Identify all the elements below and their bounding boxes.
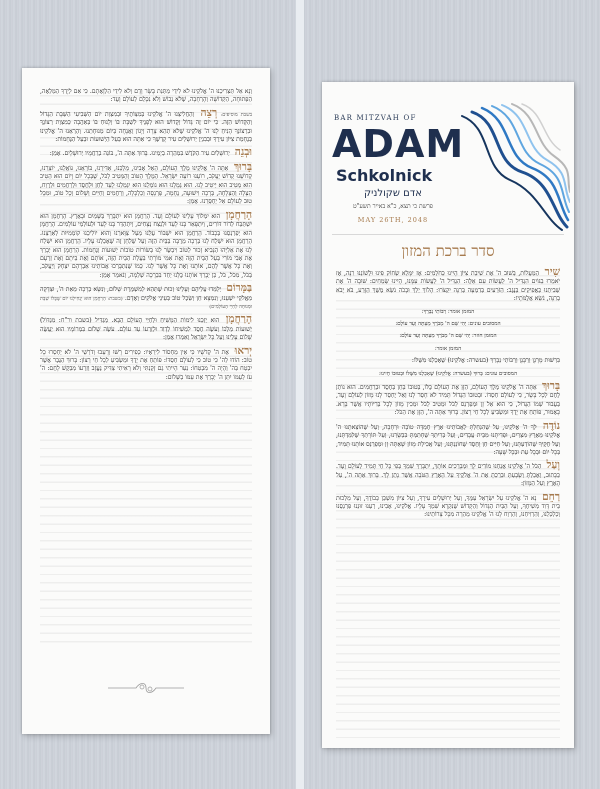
first-name: ADAM [332, 122, 465, 166]
hebrew-name: אדם שקולניק [364, 188, 422, 199]
right-card-text [336, 268, 560, 738]
response-line: המזמן אומר: [434, 345, 462, 352]
parasha-line: פרשת כי תצא, כ"א באייר תשע"ט [353, 203, 433, 210]
panel-divider [296, 0, 304, 789]
benching-card-front [322, 82, 574, 748]
response-line: המסובים עונים: יְהִי שֵׁם ה' מְבֹרָךְ מֵעַתָּה וְעַד עוֹלָם: [395, 321, 501, 328]
paragraph: וְעַל הַכֹּל ה' אֱלֹקֵינוּ אֲנַחְנוּ מוֹדִים לָךְ וּמְבָרְכִים אוֹתָךְ, יִתְבָּרַךְ שִׁמְךָ בְּפִי כָּל חַי תָּמִיד לְעוֹלָם וָעֶד. כַּכָּתוּב, וְאָכַלְתָּ וְשָׂבָעְתָּ וּבֵרַכְתָּ אֶת ה' אֱלֹקֶיךָ עַל הָאָרֶץ הַטֹּבָה אֲשֶׁר נָתַן לָךְ. בָּרוּךְ אַתָּה ה', עַל הָאָרֶץ וְעַל הַמָּזוֹן: [336, 459, 560, 488]
response-line: בִּרְשׁוּת מָרָנָן וְרַבָּנָן וְרַבּוֹתַי נְבָרֵךְ (בעשרה: אֱלֹקֵינוּ) שֶׁאָכַלְנוּ מִשֶּׁלּוֹ: [411, 357, 560, 365]
paragraph: בַּמָּרוֹם יְלַמְּדוּ עֲלֵיהֶם וְעָלֵינוּ זְכוּת שֶׁתְּהֵא לְמִשְׁמֶרֶת שָׁלוֹם, וְנִשָּׂא בְרָכָה מֵאֵת ה', וּצְדָקָה מֵאֱלֹקֵי יִשְׁעֵנוּ, וְנִמְצָא חֵן וְשֵׂכֶל טוֹב בְּעֵינֵי אֱלֹקִים וְאָדָם. (בשבת: הָרַחֲמָן הוּא יַנְחִילֵנוּ יוֹם שֶׁכֻּלּוֹ שַׁבָּת וּמְנוּחָה לְחַיֵּי הָעוֹלָמִים) [40, 282, 252, 310]
paragraph: בָּרוּךְ אַתָּה ה' אֱלֹקֵינוּ מֶלֶךְ הָעוֹלָם, הַזָּן אֶת הָעוֹלָם כֻּלּוֹ, בְּטוּבוֹ בְּחֵן בְּחֶסֶד וּבְרַחֲמִים. הוּא נוֹתֵן לֶחֶם לְכָל בָּשָׂר, כִּי לְעוֹלָם חַסְדּוֹ. וּבְטוּבוֹ הַגָּדוֹל תָּמִיד לֹא חָסַר לָנוּ וְאַל יֶחְסַר לָנוּ מָזוֹן לְעוֹלָם וָעֶד, בַּעֲבוּר שְׁמוֹ הַגָּדוֹל, כִּי הוּא אֵל זָן וּמְפַרְנֵס לַכֹּל וּמֵטִיב לַכֹּל וּמֵכִין מָזוֹן לְכָל בְּרִיּוֹתָיו אֲשֶׁר בָּרָא. כָּאָמוּר, פּוֹתֵחַ אֶת יָדֶךָ וּמַשְׂבִּיעַ לְכָל חַי רָצוֹן. בָּרוּךְ אַתָּה ה', הַזָּן אֶת הַכֹּל: [336, 380, 560, 417]
paragraph: שִׁיר הַמַּעֲלוֹת, בְּשׁוּב ה' אֶת שִׁיבַת צִיּוֹן הָיִינוּ כְּחֹלְמִים: אָז יִמָּלֵא שְׂחוֹק פִּינוּ וּלְשׁוֹנֵנוּ רִנָּה, אָז יֹאמְרוּ בַגּוֹיִם הִגְדִּיל ה' לַעֲשׂוֹת עִם אֵלֶּה: הִגְדִּיל ה' לַעֲשׂוֹת עִמָּנוּ, הָיִינוּ שְׂמֵחִים: שׁוּבָה ה' אֶת שְׁבִיתֵנוּ כַּאֲפִיקִים בַּנֶּגֶב: הַזֹּרְעִים בְּדִמְעָה בְּרִנָּה יִקְצֹרוּ: הָלוֹךְ יֵלֵךְ וּבָכֹה נֹשֵׂא מֶשֶׁךְ הַזָּרַע, בֹּא יָבֹא בְרִנָּה, נֹשֵׂא אֲלֻמֹּתָיו: [336, 268, 560, 303]
response-line: המזמן אומר: רַבּוֹתַי נְבָרֵךְ: [421, 308, 475, 315]
paragraph: וְנָא אַל תַּצְרִיכֵנוּ ה' אֱלֹקֵינוּ לֹא לִידֵי מַתְּנַת בָּשָׂר וָדָם וְלֹא לִידֵי הַלְוָאָתָם. כִּי אִם לְיָדְךָ הַמְּלֵאָה, הַפְּתוּחָה, הַקְּדוֹשָׁה וְהָרְחָבָה, שֶׁלֹּא נֵבוֹשׁ וְלֹא נִכָּלֵם לְעוֹלָם וָעֶד: [40, 88, 252, 104]
paragraph: רַחֵם נָא ה' אֱלֹקֵינוּ עַל יִשְׂרָאֵל עַמֶּךָ, וְעַל יְרוּשָׁלַיִם עִירֶךָ, וְעַל צִיּוֹן מִשְׁכַּן כְּבוֹדֶךָ, וְעַל מַלְכוּת בֵּית דָּוִד מְשִׁיחֶךָ, וְעַל הַבַּיִת הַגָּדוֹל וְהַקָּדוֹשׁ שֶׁנִּקְרָא שִׁמְךָ עָלָיו. אֱלֹקֵינוּ, אָבִינוּ, רְעֵנוּ זוּנֵנוּ פַּרְנְסֵנוּ וְכַלְכְּלֵנוּ, וְהַרְוִיחֵנוּ, וְהַרְוַח לָנוּ ה' אֱלֹקֵינוּ מְהֵרָה מִכָּל צָרוֹתֵינוּ: [336, 490, 560, 519]
paragraph: הָרַחֲמָן הוּא יִמְלוֹךְ עָלֵינוּ לְעוֹלָם וָעֶד. הָרַחֲמָן הוּא יִתְבָּרַךְ בַּשָּׁמַיִם וּבָאָרֶץ. הָרַחֲמָן הוּא יִשְׁתַּבַּח לְדוֹר דּוֹרִים, וְיִתְפָּאַר בָּנוּ לָעַד וּלְנֵצַח נְצָחִים, וְיִתְהַדַּר בָּנוּ לָעַד וּלְעוֹלְמֵי עוֹלָמִים. הָרַחֲמָן הוּא יְפַרְנְסֵנוּ בְּכָבוֹד. הָרַחֲמָן הוּא יִשְׁבּוֹר עֻלֵּנוּ מֵעַל צַוָּארֵנוּ וְהוּא יוֹלִיכֵנוּ קוֹמְמִיּוּת לְאַרְצֵנוּ. הָרַחֲמָן הוּא יִשְׁלַח לָנוּ בְּרָכָה מְרֻבָּה בַּבַּיִת הַזֶּה וְעַל שֻׁלְחָן זֶה שֶׁאָכַלְנוּ עָלָיו. הָרַחֲמָן הוּא יִשְׁלַח לָנוּ אֶת אֵלִיָּהוּ הַנָּבִיא זָכוּר לַטּוֹב וִיבַשֶּׂר לָנוּ בְּשׂוֹרוֹת טוֹבוֹת יְשׁוּעוֹת וְנֶחָמוֹת. הָרַחֲמָן הוּא יְבָרֵךְ אֶת אָבִי מוֹרִי בַּעַל הַבַּיִת הַזֶּה וְאֶת אִמִּי מוֹרָתִי בַּעֲלַת הַבַּיִת הַזֶּה, אוֹתָם וְאֶת בֵּיתָם וְאֶת זַרְעָם וְאֶת כָּל אֲשֶׁר לָהֶם, אוֹתָנוּ וְאֶת כָּל אֲשֶׁר לָנוּ. כְּמוֹ שֶׁנִּתְבָּרְכוּ אֲבוֹתֵינוּ אַבְרָהָם יִצְחָק וְיַעֲקֹב, בַּכֹּל, מִכֹּל, כֹּל, כֵּן יְבָרֵךְ אוֹתָנוּ כֻּלָּנוּ יַחַד בִּבְרָכָה שְׁלֵמָה, וְנֹאמַר אָמֵן: [40, 208, 252, 279]
last-name: Schkolnick [336, 166, 433, 185]
birkat-hamazon-title: סדר ברכת המזון [401, 242, 495, 260]
event-date: MAY 26TH, 2048 [357, 216, 429, 224]
paragraph: בשבת מוסיפים: רְצֵה וְהַחֲלִיצֵנוּ ה' אֱלֹקֵינוּ בְּמִצְוֹתֶיךָ וּבְמִצְוַת יוֹם הַשְּׁבִיעִי הַשַּׁבָּת הַגָּדוֹל וְהַקָּדוֹשׁ הַזֶּה. כִּי יוֹם זֶה גָּדוֹל וְקָדוֹשׁ הוּא לְפָנֶיךָ לִשְׁבָּת בּוֹ וְלָנוּחַ בּוֹ בְּאַהֲבָה כְּמִצְוַת רְצוֹנֶךָ וּבִרְצוֹנְךָ הָנִיחַ לָנוּ ה' אֱלֹקֵינוּ שֶׁלֹּא תְהֵא צָרָה וְיָגוֹן וַאֲנָחָה בְּיוֹם מְנוּחָתֵנוּ. וְהַרְאֵנוּ ה' אֱלֹקֵינוּ בְּנֶחָמַת צִיּוֹן עִירֶךָ וּבְבִנְיַן יְרוּשָׁלַיִם עִיר קָדְשֶׁךָ כִּי אַתָּה הוּא בַּעַל הַיְשׁוּעוֹת וּבַעַל הַנֶּחָמוֹת: [40, 106, 252, 144]
paragraph: נוֹדֶה לְּךָ ה' אֱלֹקֵינוּ, עַל שֶׁהִנְחַלְתָּ לַאֲבוֹתֵינוּ אֶרֶץ חֶמְדָּה טוֹבָה וּרְחָבָה, וְעַל שֶׁהוֹצֵאתָנוּ ה' אֱלֹקֵינוּ מֵאֶרֶץ מִצְרַיִם, וּפְדִיתָנוּ מִבֵּית עֲבָדִים, וְעַל בְּרִיתְךָ שֶׁחָתַמְתָּ בִּבְשָׂרֵנוּ, וְעַל תּוֹרָתְךָ שֶׁלִּמַּדְתָּנוּ, וְעַל חֻקֶּיךָ שֶׁהוֹדַעְתָּנוּ, וְעַל חַיִּים חֵן וָחֶסֶד שֶׁחוֹנַנְתָּנוּ, וְעַל אֲכִילַת מָזוֹן שָׁאַתָּה זָן וּמְפַרְנֵס אוֹתָנוּ תָּמִיד, בְּכָל יוֹם וּבְכָל עֵת וּבְכָל שָׁעָה: [336, 419, 560, 456]
flourish-ornament-icon [106, 678, 186, 698]
benching-card-back [22, 68, 270, 734]
paragraph: בָּרוּךְ אַתָּה ה' אֱלֹקֵינוּ מֶלֶךְ הָעוֹלָם, הָאֵל אָבִינוּ, מַלְכֵּנוּ, אַדִּירֵנוּ, בּוֹרְאֵנוּ, גּוֹאֲלֵנוּ, יוֹצְרֵנוּ, קְדוֹשֵׁנוּ קְדוֹשׁ יַעֲקֹב, רוֹעֵנוּ רוֹעֵה יִשְׂרָאֵל. הַמֶּלֶךְ הַטּוֹב וְהַמֵּטִיב לַכֹּל, שֶׁבְּכָל יוֹם וָיוֹם הוּא הֵטִיב הוּא מֵטִיב הוּא יֵיטִיב לָנוּ. הוּא גְמָלָנוּ הוּא גוֹמְלֵנוּ הוּא יִגְמְלֵנוּ לָעַד לְחֵן וּלְחֶסֶד וּלְרַחֲמִים וּלְרֶוַח, הַצָּלָה וְהַצְלָחָה, בְּרָכָה וִישׁוּעָה, נֶחָמָה, פַּרְנָסָה וְכַלְכָּלָה, וְרַחֲמִים וְחַיִּים וְשָׁלוֹם וְכָל טוֹב, וּמִכָּל טוּב לְעוֹלָם אַל יְחַסְּרֵנוּ. אָמֵן: [40, 160, 252, 206]
title-rule [332, 234, 564, 235]
bar-mitzvah-label: BAR MITZVAH OF [334, 114, 417, 122]
paragraph: יְראוּ אֶת ה' קְדֹשָׁיו כִּי אֵין מַחְסוֹר לִירֵאָיו: כְּפִירִים רָשׁוּ וְרָעֵבוּ וְדֹרְשֵׁי ה' לֹא יַחְסְרוּ כָל טוֹב: הוֹדוּ לַה' כִּי טוֹב כִּי לְעוֹלָם חַסְדּוֹ: פּוֹתֵחַ אֶת יָדֶךָ וּמַשְׂבִּיעַ לְכָל חַי רָצוֹן: בָּרוּךְ הַגֶּבֶר אֲשֶׁר יִבְטַח בַּה' וְהָיָה ה' מִבְטַחוֹ: נַעַר הָיִיתִי גַם זָקַנְתִּי וְלֹא רָאִיתִי צַדִּיק נֶעֱזָב וְזַרְעוֹ מְבַקֶּשׁ לָחֶם: ה' עֹז לְעַמּוֹ יִתֵּן ה' יְבָרֵךְ אֶת עַמּוֹ בַשָּׁלוֹם: [40, 344, 252, 381]
response-line: המזמן חוזר: יְהִי שֵׁם ה' מְבֹרָךְ מֵעַתָּה וְעַד עוֹלָם: [399, 333, 497, 340]
wave-ribbons-icon [452, 102, 570, 232]
paragraph: וּבְנֵה יְרוּשָׁלַיִם עִיר הַקֹּדֶשׁ בִּמְהֵרָה בְיָמֵינוּ. בָּרוּךְ אַתָּה ה', בּוֹנֵה בְרַחֲמָיו יְרוּשָׁלָיִם. אָמֵן: [49, 146, 252, 159]
response-line: המסובים עונים: בָּרוּךְ (בעשרה: אֱלֹקֵינוּ) שֶׁאָכַלְנוּ מִשֶּׁלּוֹ וּבְטוּבוֹ חָיִינוּ: [378, 370, 518, 377]
paragraph: הָרַחֲמָן הוּא יְזַכֵּנוּ לִימוֹת הַמָּשִׁיחַ וּלְחַיֵּי הָעוֹלָם הַבָּא. מַגְדִּיל (בשבת ור"ח: מִגְדּוֹל) יְשׁוּעוֹת מַלְכּוֹ וְעֹשֶׂה חֶסֶד לִמְשִׁיחוֹ לְדָוִד וּלְזַרְעוֹ עַד עוֹלָם. עֹשֶׂה שָׁלוֹם בִּמְרוֹמָיו הוּא יַעֲשֶׂה שָׁלוֹם עָלֵינוּ וְעַל כָּל יִשְׂרָאֵל וְאִמְרוּ אָמֵן: [40, 313, 252, 342]
left-card-text [40, 88, 252, 648]
